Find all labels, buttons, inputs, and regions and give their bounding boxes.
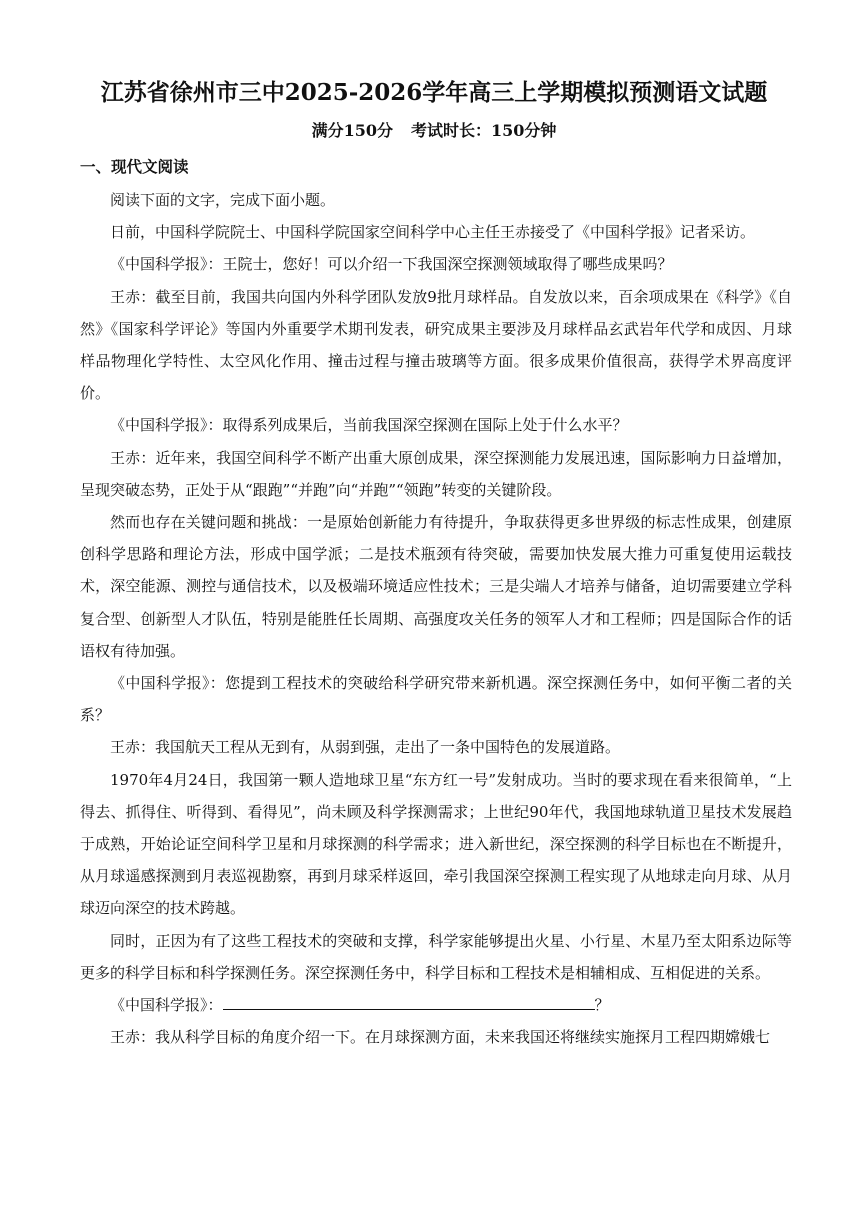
exam-info xyxy=(0,118,868,141)
section-heading: 一、现代文阅读 xyxy=(80,157,189,176)
paragraph: 日前，中国科学院院士、中国科学院国家空间科学中心主任王赤接受了《中国科学报》记者采访。 xyxy=(110,223,756,242)
paragraph: 1970年4月24日，我国第一颗人造地球卫星“东方红一号”发射成功。当时的要求现在看来很简单，“上得去、抓得住、听得到、看得见”，尚未顾及科学探测需求；上世纪90年代，我国地球轨道卫星技术发展趋于成熟，开始论证空间科学卫星和月球探测的科学需求；进入新世纪，深空探测的科学目标也在不断提升，从月球遥感探测到月表巡视勘察，再到月球采样返回，牵引我国深空探测工程实现了从地球走向月球、从月球迈向深空的技术跨越。 xyxy=(80,770,792,918)
paragraph: 《中国科学报》：王院士，您好！可以介绍一下我国深空探测领域取得了哪些成果吗？ xyxy=(110,255,673,274)
blank-question-suffix: ？ xyxy=(594,996,610,1015)
blank-question-paragraph xyxy=(80,989,792,1021)
full-score: 满分150分 xyxy=(311,121,393,140)
blank-question-prefix: 《中国科学报》： xyxy=(110,996,223,1015)
paragraph: 同时，正因为有了这些工程技术的突破和支撑，科学家能够提出火星、小行星、木星乃至太阳系边际等更多的科学目标和科学探测任务。深空探测任务中，科学目标和工程技术是相辅相成、互相促进的关系。 xyxy=(80,931,792,982)
exam-time: 考试时长：150分钟 xyxy=(411,121,557,140)
paragraph: 王赤：我国航天工程从无到有，从弱到强，走出了一条中国特色的发展道路。 xyxy=(110,738,621,757)
paragraph: 阅读下面的文字，完成下面小题。 xyxy=(110,191,336,209)
answer-blank xyxy=(223,995,595,1010)
paragraph: 王赤：我从科学目标的角度介绍一下。在月球探测方面，未来我国还将继续实施探月工程四期嫦娥七 xyxy=(110,1028,771,1047)
document-title: 江苏省徐州市三中2025-2026学年高三上学期模拟预测语文试题 xyxy=(100,79,768,106)
paragraph: 王赤：近年来，我国空间科学不断产出重大原创成果，深空探测能力发展迅速，国际影响力日益增加，呈现突破态势，正处于从“跟跑”“并跑”向“并跑”“领跑”转变的关键阶段。 xyxy=(80,448,792,499)
paragraph: 《中国科学报》：您提到工程技术的突破给科学研究带来新机遇。深空探测任务中，如何平衡二者的关系？ xyxy=(80,674,792,725)
paragraph: 然而也存在关键问题和挑战：一是原始创新能力有待提升，争取获得更多世界级的标志性成果，创建原创科学思路和理论方法，形成中国学派；二是技术瓶颈有待突破，需要加快发展大推力可重复使用运载技术，深空能源、测控与通信技术，以及极端环境适应性技术；三是尖端人才培养与储备，迫切需要建立学科复合型、创新型人才队伍，特别是能胜任长周期、高强度攻关任务的领军人才和工程师；四是国际合作的话语权有待加强。 xyxy=(80,513,792,660)
paragraph: 王赤：截至目前，我国共向国内外科学团队发放9批月球样品。自发放以来，百余项成果在《科学》《自然》《国家科学评论》等国内外重要学术期刊发表，研究成果主要涉及月球样品玄武岩年代学和成因、月球样品物理化学特性、太空风化作用、撞击过程与撞击玻璃等方面。很多成果价值很高，获得学术界高度评价。 xyxy=(80,287,792,403)
passage-body xyxy=(80,184,792,1053)
paragraph: 《中国科学报》：取得系列成果后，当前我国深空探测在国际上处于什么水平？ xyxy=(110,416,628,435)
